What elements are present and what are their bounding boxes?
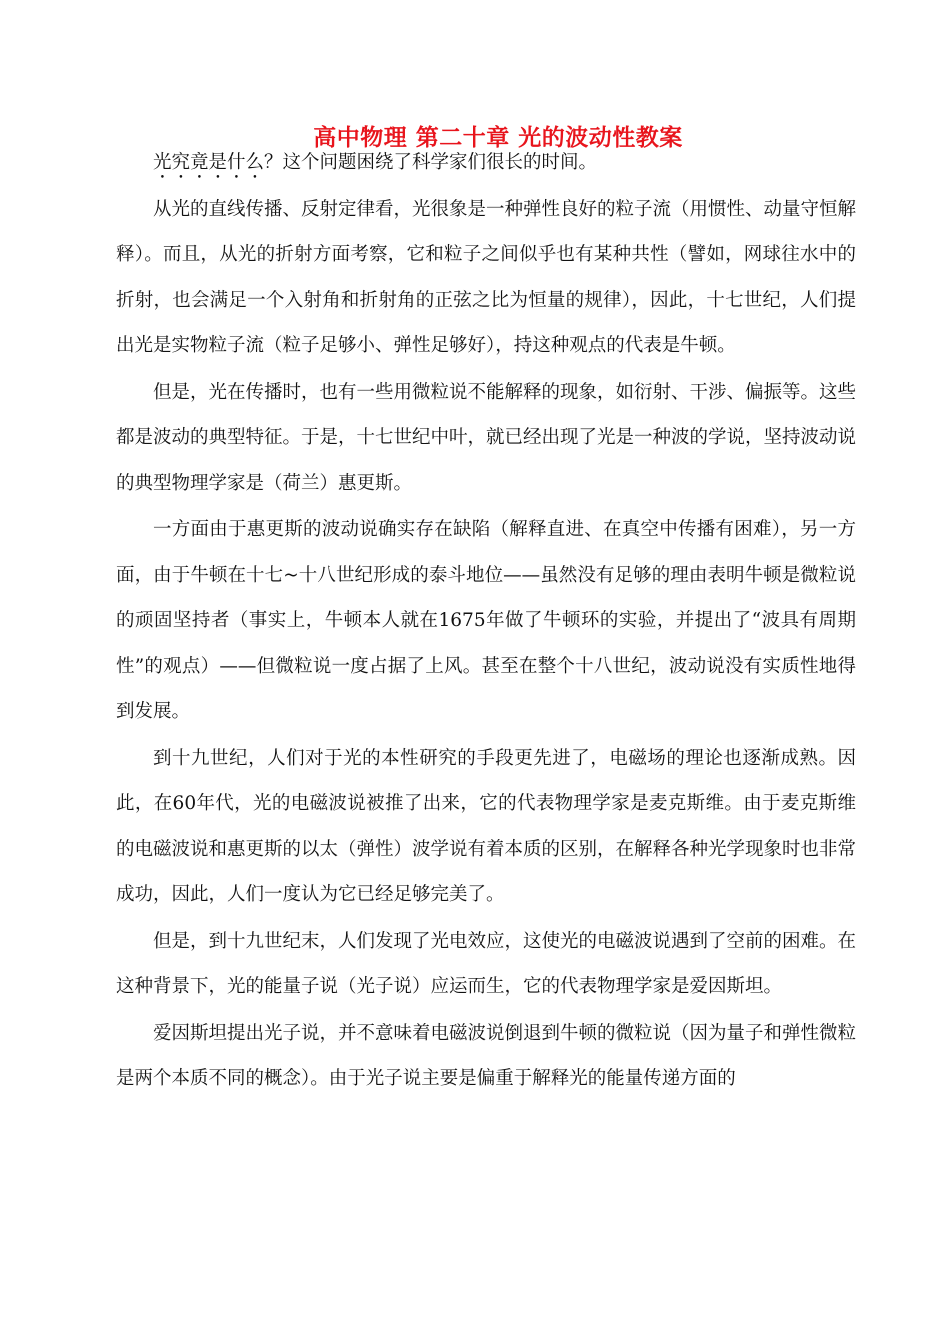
paragraph-wave-theory: 但是，光在传播时，也有一些用微粒说不能解释的现象，如衍射、干涉、偏振等。这些都是波动的典型特征。于是，十七世纪中叶，就已经出现了光是一种波的学说，坚持波动说的典型物理学家是（荷兰）惠更斯。 [116,381,857,494]
paragraph-photon-theory: 爱因斯坦提出光子说，并不意味着电磁波说倒退到牛顿的微粒说（因为量子和弹性微粒是两个本质不同的概念）。由于光子说主要是偏重于解释光的能量传递方面的 [116,1022,857,1089]
document-body [116,140,856,1102]
paragraph-photoelectric-effect: 但是，到十九世纪末，人们发现了光电效应，这使光的电磁波说遇到了空前的困难。在这种背景下，光的能量子说（光子说）应运而生，它的代表物理学家是爱因斯坦。 [116,930,857,997]
emphasized-question: 光究竟是什么 [153,152,265,173]
intro-paragraph [116,140,856,186]
paragraph-eighteenth-century: 一方面由于惠更斯的波动说确实存在缺陷（解释直进、在真空中传播有困难），另一方面，由于牛顿在十七~十八世纪形成的泰斗地位——虽然没有足够的理由表明牛顿是微粒说的顽固坚持者（事实上，牛顿本人就在1675年做了牛顿环的实验，并提出了“波具有周期性”的观点）——但微粒说一度占据了上风。甚至在整个十八世纪，波动说没有实质性地得到发展。 [116,519,856,722]
intro-text: ？这个问题困绕了科学家们很长的时间。 [264,152,598,173]
document-title: 高中物理 第二十章 光的波动性教案 [313,124,683,151]
paragraph-electromagnetic-theory: 到十九世纪，人们对于光的本性研究的手段更先进了，电磁场的理论也逐渐成熟。因此，在60年代，光的电磁波说被推了出来，它的代表物理学家是麦克斯维。由于麦克斯维的电磁波说和惠更斯的以太（弹性）波学说有着本质的区别，在解释各种光学现象时也非常成功，因此，人们一度认为它已经足够完美了。 [116,747,857,905]
paragraph-particle-theory: 从光的直线传播、反射定律看，光很象是一种弹性良好的粒子流（用惯性、动量守恒解释）。而且，从光的折射方面考察，它和粒子之间似乎也有某种共性（譬如，网球往水中的折射，也会满足一个入射角和折射角的正弦之比为恒量的规律），因此，十七世纪，人们提出光是实物粒子流（粒子足够小、弹性足够好），持这种观点的代表是牛顿。 [116,198,857,356]
